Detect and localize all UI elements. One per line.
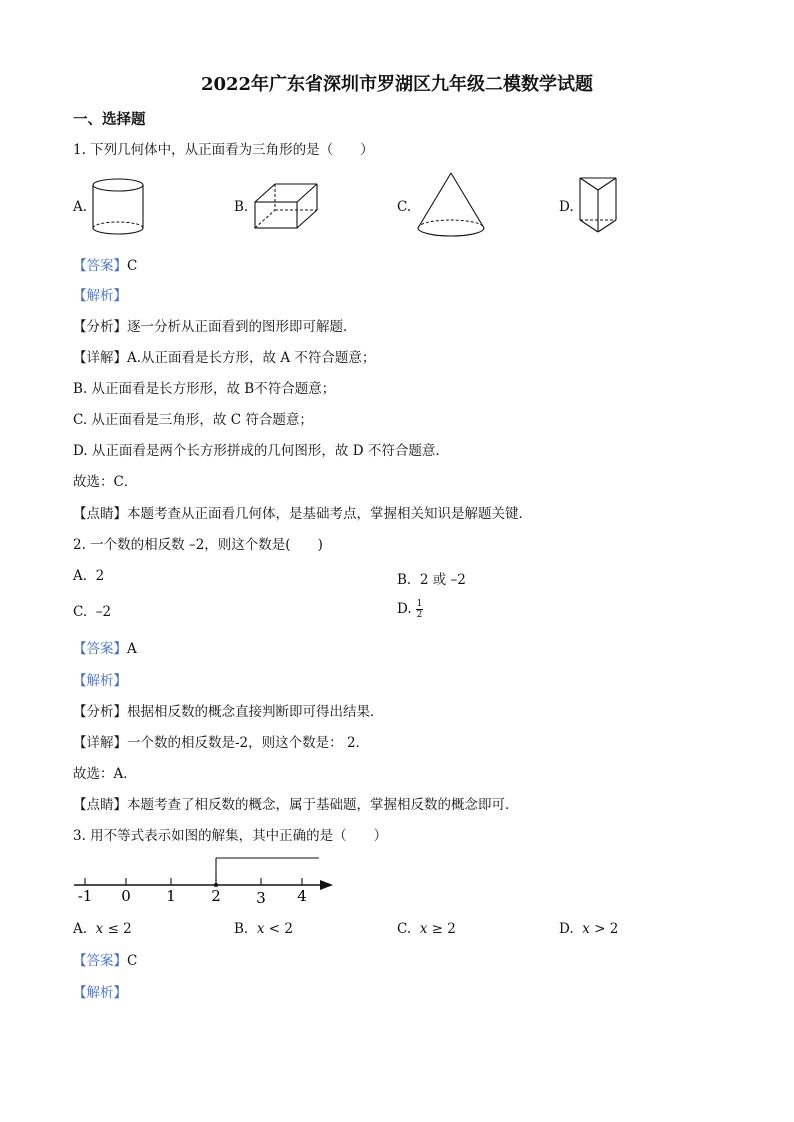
fraction-numerator: 1 <box>416 599 423 609</box>
q2-conclusion: 故选：A． <box>73 766 137 782</box>
fenxi-tag: 【分析】 <box>73 704 127 720</box>
dianjing-tag: 【点睛】 <box>73 797 127 813</box>
q1-stem: 1. 下列几何体中，从正面看为三角形的是（ ） <box>73 142 374 158</box>
xiangjie-text: 一个数的相反数是-2，则这个数是： <box>127 735 343 751</box>
option-label: C. <box>73 604 88 620</box>
dianjing-tag: 【点睛】 <box>73 506 127 522</box>
q2-xiangjie <box>73 733 369 753</box>
answer-value: C <box>127 953 138 969</box>
option-num: 2 <box>123 921 132 937</box>
option-label: D. <box>397 601 412 617</box>
xiangjie-tag: 【详解】 <box>73 735 127 751</box>
number-line-tick-label: 3 <box>256 889 266 907</box>
q1-option-b-label: B. <box>234 199 249 215</box>
option-num: 2 <box>447 921 456 937</box>
triangular-prism-figure <box>576 174 620 236</box>
q1-jiexi-tag: 【解析】 <box>73 288 127 304</box>
option-label: C. <box>397 921 412 937</box>
xiangjie-text: A.从正面看是长方形，故 A 不符合题意； <box>127 350 376 366</box>
section-heading: 一、选择题 <box>73 111 146 128</box>
q1-fenxi <box>73 317 357 337</box>
option-var: x <box>419 921 428 937</box>
q3-jiexi-tag: 【解析】 <box>73 985 127 1001</box>
option-var: x <box>95 921 104 937</box>
option-op: ≥ <box>431 921 443 937</box>
fenxi-tag: 【分析】 <box>73 319 127 335</box>
q2-stem: 2. 一个数的相反数 –2，则这个数是( ) <box>73 537 323 553</box>
q2-option-d <box>397 599 423 620</box>
option-label: B. <box>397 572 412 588</box>
q1-conclusion: 故选：C． <box>73 474 138 490</box>
q2-option-b <box>397 568 466 588</box>
q1-detail-c: C. 从正面看是三角形，故 C 符合题意； <box>73 412 313 428</box>
number-line-tick-label: 2 <box>211 887 221 905</box>
option-var: x <box>256 921 265 937</box>
number-line-tick-label: 4 <box>297 887 307 905</box>
fraction-denominator: 2 <box>416 610 423 620</box>
fenxi-text: 逐一分析从正面看到的图形即可解题． <box>127 319 357 335</box>
number-line-ticks <box>78 878 307 907</box>
number-line-tick-label: 1 <box>166 887 176 905</box>
option-var: x <box>582 921 590 937</box>
cone-figure <box>414 170 488 242</box>
q1-option-d-label: D. <box>559 199 574 215</box>
option-label: D. <box>559 921 574 937</box>
option-op: < <box>268 921 281 937</box>
answer-tag: 【答案】 <box>73 641 127 657</box>
q2-option-a <box>73 568 104 584</box>
option-label: A. <box>73 568 88 584</box>
q2-answer <box>73 639 137 659</box>
q3-stem: 3. 用不等式表示如图的解集，其中正确的是（ ） <box>73 828 388 844</box>
number-line-figure <box>70 850 345 910</box>
q3-option-b <box>234 921 293 937</box>
q3-answer <box>73 951 137 971</box>
option-value: –2 <box>95 604 112 620</box>
q1-dianjing <box>73 504 532 524</box>
q1-detail-b: B. 从正面看是长方形形，故 B不符合题意； <box>73 381 336 397</box>
answer-value: C <box>127 258 138 274</box>
number-line-tick-label: 0 <box>121 887 131 905</box>
answer-tag: 【答案】 <box>73 258 127 274</box>
q1-detail-d: D. 从正面看是两个长方形拼成的几何图形，故 D 不符合题意． <box>73 443 449 459</box>
option-op: > <box>594 921 606 937</box>
option-value: 2 <box>95 568 105 584</box>
answer-value: A <box>127 641 137 657</box>
q1-option-a-label: A. <box>73 199 88 215</box>
q1-xiangjie <box>73 348 375 368</box>
dianjing-text: 本题考查了相反数的概念，属于基础题，掌握相反数的概念即可． <box>127 797 519 813</box>
cuboid-figure <box>252 180 324 232</box>
cylinder-figure <box>88 176 150 238</box>
q1-answer <box>73 256 137 276</box>
option-op: ≤ <box>107 921 119 937</box>
dianjing-text: 本题考查从正面看几何体，是基础考点，掌握相关知识是解题关键． <box>127 506 532 522</box>
answer-tag: 【答案】 <box>73 953 127 969</box>
q2-option-c <box>73 604 111 620</box>
xiangjie-tag: 【详解】 <box>73 350 127 366</box>
fenxi-text: 根据相反数的概念直接判断即可得出结果． <box>127 704 384 720</box>
option-label: B. <box>234 921 249 937</box>
q2-fenxi <box>73 702 384 722</box>
q2-jiexi-tag: 【解析】 <box>73 673 127 689</box>
option-value: 2 或 –2 <box>419 572 466 588</box>
number-line-tick-label: -1 <box>77 887 93 905</box>
option-label: A. <box>73 921 88 937</box>
q2-dianjing <box>73 795 519 815</box>
q1-option-c-label: C. <box>397 199 412 215</box>
option-num: 2 <box>284 921 293 937</box>
fraction <box>416 599 424 620</box>
q3-option-c <box>397 921 456 937</box>
q3-option-a <box>73 921 132 937</box>
page-title: 2022年广东省深圳市罗湖区九年级二模数学试题 <box>200 74 594 95</box>
q3-option-d <box>559 921 618 937</box>
xiangjie-value: 2． <box>346 735 370 751</box>
option-num: 2 <box>609 921 619 937</box>
